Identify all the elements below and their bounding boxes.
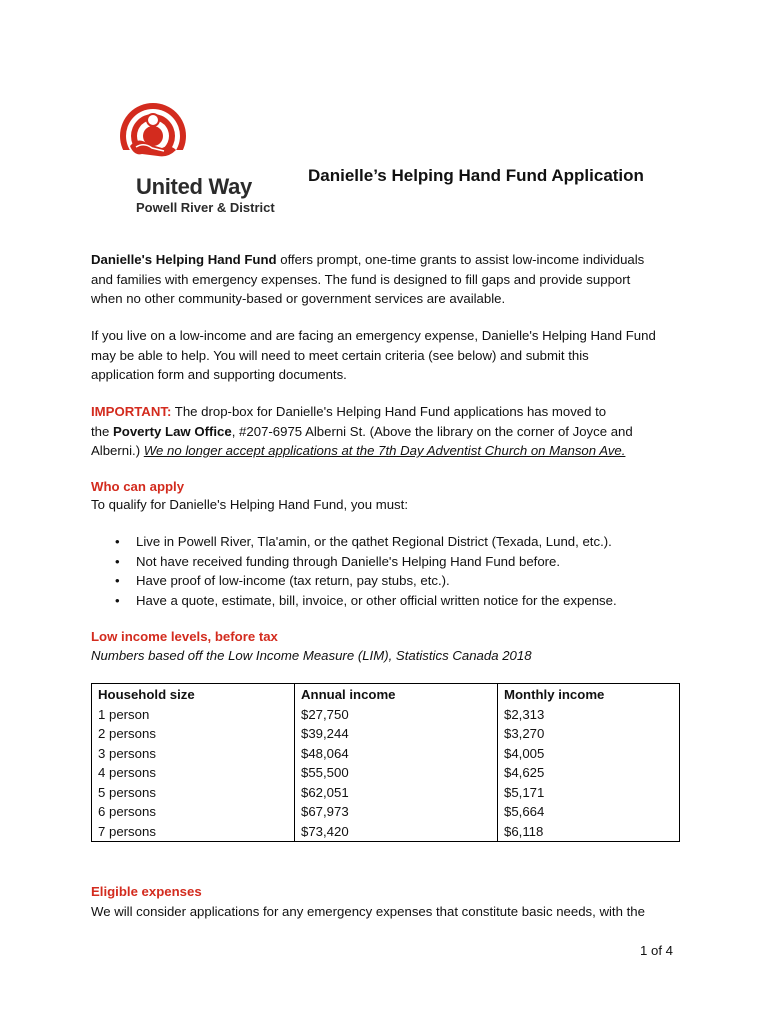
hand-rainbow-icon (118, 100, 228, 172)
eligibility-paragraph: If you live on a low-income and are facing an emergency expense, Danielle's Helping Hand Fund may be able to help. You will need to meet certain criteria (see below) and submit this application form and supporting documents. (91, 328, 656, 382)
united-way-logo (118, 100, 298, 220)
table-row: 7 persons $73,420 $6,118 (92, 822, 680, 842)
table-row: 4 persons $55,500 $4,625 (92, 763, 680, 783)
list-item: • Have proof of low-income (tax return, pay stubs, etc.). (91, 571, 617, 591)
who-can-apply-heading: Who can apply (91, 479, 185, 494)
table-row: 3 persons $48,064 $4,005 (92, 744, 680, 764)
who-can-apply-intro: To qualify for Danielle's Helping Hand Fund, you must: (91, 497, 408, 512)
moved-notice: We no longer accept applications at the 7th Day Adventist Church on Manson Ave. (143, 443, 626, 458)
table-row: 6 persons $67,973 $5,664 (92, 802, 680, 822)
intro-paragraph: Danielle's Helping Hand Fund offers prompt, one-time grants to assist low-income individuals and families with emergency expenses. The fund is designed to fill gaps and provide support when no other community-based or government services are available. (91, 252, 645, 306)
income-heading: Low income levels, before tax (91, 629, 278, 644)
requirements-list (91, 532, 617, 610)
office-name: Poverty Law Office (113, 423, 232, 439)
list-item: • Live in Powell River, Tla'amin, or the qathet Regional District (Texada, Lund, etc.). (91, 532, 617, 552)
income-note: Numbers based off the Low Income Measure (LIM), Statistics Canada 2018 (91, 648, 532, 663)
page-number: 1 of 4 (640, 943, 673, 958)
table-header-row (92, 684, 680, 705)
header-monthly-income: Monthly income (498, 684, 680, 705)
eligible-expenses-text: We will consider applications for any emergency expenses that constitute basic needs, with the (91, 904, 645, 919)
table-row: 2 persons $39,244 $3,270 (92, 724, 680, 744)
list-item: • Not have received funding through Danielle's Helping Hand Fund before. (91, 552, 617, 572)
important-notice: IMPORTANT: The drop-box for Danielle's Helping Hand Fund applications has moved to the Poverty Law Office, #207-6975 Alberni St. (Above the library on the corner of Joyce and Alberni.) We no longer accept applications at the 7th Day Adventist Church on Manson Ave. (91, 404, 633, 458)
list-item: • Have a quote, estimate, bill, invoice, or other official written notice for the expense. (91, 591, 617, 611)
logo-subtitle: Powell River & District (136, 200, 275, 215)
table-row: 1 person $27,750 $2,313 (92, 705, 680, 725)
page-title: Danielle’s Helping Hand Fund Application (308, 166, 644, 185)
important-label: IMPORTANT: (91, 404, 172, 419)
eligible-expenses-heading: Eligible expenses (91, 884, 202, 899)
logo-name: United Way (136, 174, 252, 199)
income-table (91, 683, 680, 842)
table-row: 5 persons $62,051 $5,171 (92, 783, 680, 803)
header-household-size: Household size (92, 684, 295, 705)
fund-name: Danielle's Helping Hand Fund (91, 252, 277, 267)
header-annual-income: Annual income (295, 684, 498, 705)
